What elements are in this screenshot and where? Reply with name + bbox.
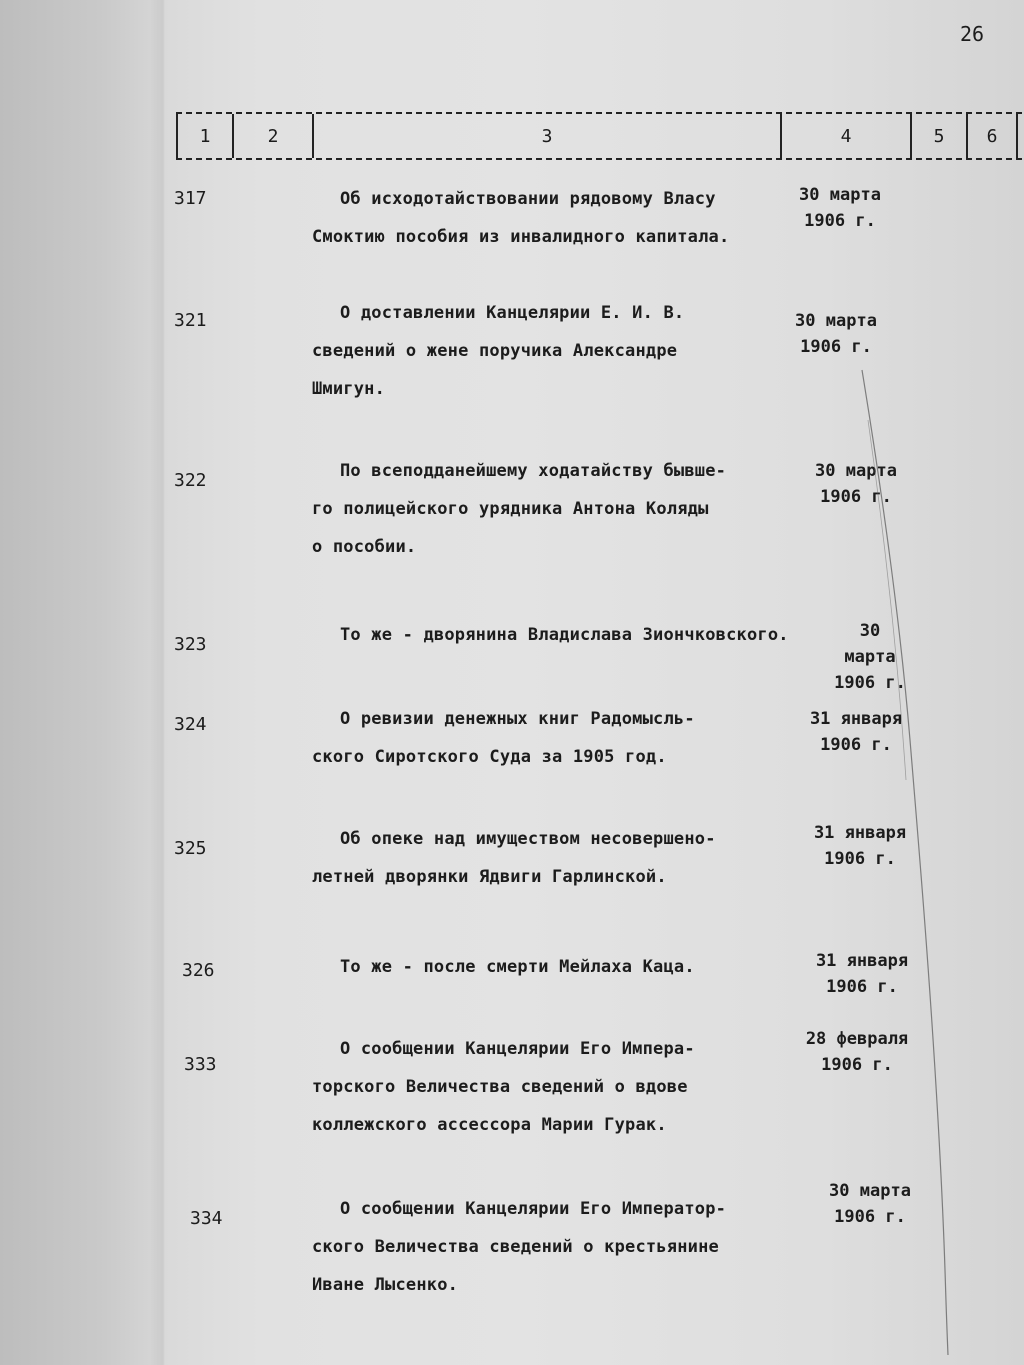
- date-year: 1906 г.: [820, 735, 892, 755]
- description-line: торского Величества сведений о вдове: [312, 1077, 688, 1097]
- record-number: 333: [184, 1054, 217, 1075]
- description-line: Об исходотайствовании рядовому Власу: [340, 189, 716, 209]
- description-line: Об опеке над имуществом несовершено-: [340, 829, 716, 849]
- header-col-4: 4: [780, 114, 910, 158]
- header-col-2: 2: [232, 114, 312, 158]
- date-day-month: 28 февраля: [805, 1029, 909, 1049]
- date-day-month: 30 марта: [795, 311, 877, 331]
- description-line: о пособии.: [312, 537, 417, 557]
- record-description: [312, 452, 802, 566]
- description-line: сведений о жене поручика Александре: [312, 341, 678, 361]
- description-line: Иване Лысенко.: [312, 1275, 459, 1295]
- record-description: [312, 294, 802, 408]
- date-day-month: 31 января: [809, 709, 903, 729]
- record-description: [312, 616, 852, 654]
- date-year: 1906 г.: [820, 487, 892, 507]
- date-day-month: 30 марта: [799, 185, 881, 205]
- description-line: То же - дворянина Владислава Зиончковского.: [340, 625, 789, 645]
- record-number: 323: [174, 634, 207, 655]
- date-year: 1906 г.: [826, 977, 898, 997]
- record-number: 326: [182, 960, 215, 981]
- date-day-month: 30 марта: [829, 1181, 911, 1201]
- date-year: 1906 г.: [834, 673, 906, 693]
- description-line: летней дворянки Ядвиги Гарлинской.: [312, 867, 667, 887]
- table-header-row: [176, 112, 1022, 160]
- record-description: [312, 1030, 802, 1144]
- record-description: [312, 700, 802, 776]
- record-number: 334: [190, 1208, 223, 1229]
- record-number: 322: [174, 470, 207, 491]
- record-number: 321: [174, 310, 207, 331]
- date-day: 30: [859, 621, 881, 641]
- record-number: 324: [174, 714, 207, 735]
- description-line: ского Величества сведений о крестьянине: [312, 1237, 719, 1257]
- description-line: По всеподданейшему ходатайству бывше-: [340, 461, 727, 481]
- record-date: [776, 308, 896, 360]
- record-number: 317: [174, 188, 207, 209]
- record-description: [312, 948, 802, 986]
- description-line: О сообщении Канцелярии Его Император-: [340, 1199, 727, 1219]
- record-date: [780, 182, 900, 234]
- date-month: марта: [844, 647, 896, 667]
- header-col-1: 1: [176, 114, 232, 158]
- date-year: 1906 г.: [834, 1207, 906, 1227]
- record-number: 325: [174, 838, 207, 859]
- date-day-month: 31 января: [815, 951, 909, 971]
- description-line: То же - после смерти Мейлаха Каца.: [340, 957, 695, 977]
- page-number: 26: [960, 22, 985, 46]
- pencil-margin-mark: [860, 360, 950, 1360]
- description-line: О доставлении Канцелярии Е. И. В.: [340, 303, 685, 323]
- description-line: О ревизии денежных книг Радомысль-: [340, 709, 695, 729]
- record-description: [312, 820, 802, 896]
- header-col-6: 6: [966, 114, 1018, 158]
- description-line: О сообщении Канцелярии Его Импера-: [340, 1039, 695, 1059]
- description-line: Смоктию пособия из инвалидного капитала.: [312, 227, 730, 247]
- record-description: [312, 180, 802, 256]
- header-col-3: 3: [312, 114, 780, 158]
- header-col-5: 5: [910, 114, 966, 158]
- description-line: Шмигун.: [312, 379, 386, 399]
- record-description: [312, 1190, 802, 1304]
- page-shadow-edge: [0, 0, 165, 1365]
- date-year: 1906 г.: [821, 1055, 893, 1075]
- date-year: 1906 г.: [824, 849, 896, 869]
- description-line: коллежского ассессора Марии Гурак.: [312, 1115, 667, 1135]
- description-line: ского Сиротского Суда за 1905 год.: [312, 747, 667, 767]
- date-year: 1906 г.: [804, 211, 876, 231]
- date-year: 1906 г.: [800, 337, 872, 357]
- date-day-month: 31 января: [813, 823, 907, 843]
- description-line: го полицейского урядника Антона Коляды: [312, 499, 709, 519]
- date-day-month: 30 марта: [815, 461, 897, 481]
